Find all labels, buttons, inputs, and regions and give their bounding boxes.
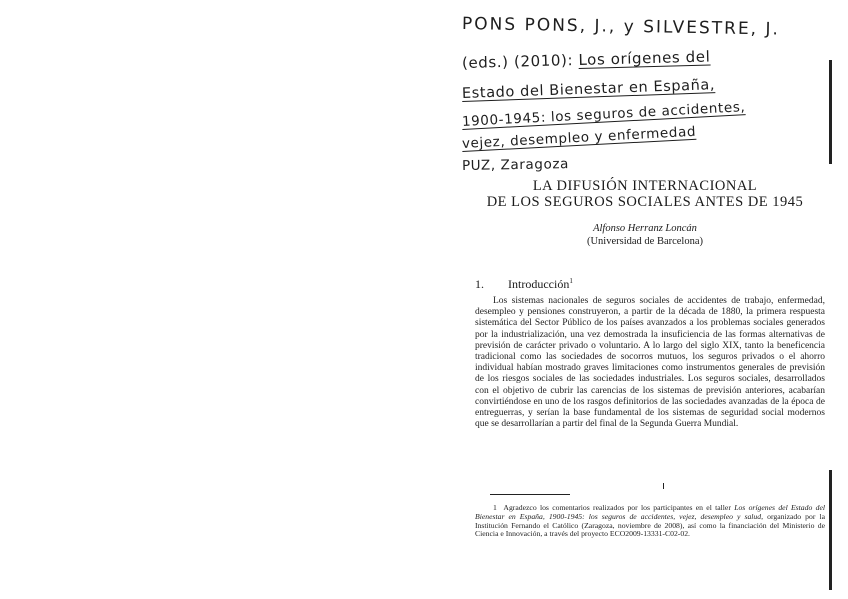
chapter-title — [465, 178, 825, 210]
handwritten-line-3 — [462, 77, 716, 102]
handwritten-line-6: PUZ, Zaragoza — [461, 156, 570, 174]
handwritten-line-4 — [462, 99, 746, 130]
binding-shadow-bottom — [829, 470, 832, 590]
chapter-title-line-1: LA DIFUSIÓN INTERNACIONAL — [532, 178, 758, 194]
footnote-text-before: Agradezco los comentarios realizados por los participantes en el taller — [503, 504, 735, 512]
page-mark — [663, 483, 664, 489]
footnote-number: 1 — [493, 504, 497, 512]
section-title: Introducción — [508, 277, 570, 291]
handwritten-line-1: PONS PONS, J., y SILVESTRE, J. — [461, 14, 781, 40]
handwritten-line-2-title: Los orígenes del — [578, 47, 711, 69]
body-paragraph: Los sistemas nacionales de seguros sociales de accidentes de trabajo, enfermedad, desempleo y pensiones construyeron, a partir de la década de 1880, la primera respuesta sistemática del Sector Público de los países avanzados a los problemas sociales generados por la industrialización, una vez demostrada la insuficiencia de las formas alternativas de previsión de carácter privado o voluntario. A lo largo del siglo XIX, tanto la beneficencia tradicional como las sociedades de socorros mutuos, los seguros privados o el ahorro individual habían mostrado graves limitaciones como instrumentos generales de previsión de los riesgos sociales de las sociedades industriales. Los seguros sociales, desarrollados con el objetivo de cubrir las carencias de los sistemas de previsión anteriores, acabarían convirtiéndose en uno de los rasgos definitorios de las sociedades avanzadas de la época de entreguerras, y serían la base fundamental de los sistemas de seguridad social modernos que se desarrollarían a partir del final de la Segunda Guerra Mundial. — [475, 296, 825, 430]
handwritten-line-4-title: 1900-1945: los seguros de accidentes, — [461, 99, 746, 130]
handwritten-line-3-title: Estado del Bienestar en España, — [461, 77, 716, 102]
section-heading — [475, 274, 573, 291]
author-affiliation: (Universidad de Barcelona) — [586, 236, 704, 247]
footnote — [475, 504, 825, 568]
handwritten-line-2-prefix: (eds.) (2010): — [461, 50, 579, 72]
footnote-separator — [490, 494, 570, 495]
handwritten-line-2 — [462, 47, 711, 71]
section-number: 1. — [475, 277, 484, 291]
handwritten-citation — [462, 8, 827, 176]
author-name: Alfonso Herranz Loncán — [593, 223, 697, 234]
footnote-italic-title: Los orígenes del Estado del Bienestar en España, 1900-1945: los seguros de accidentes, vejez, desempleo y salud — [475, 504, 825, 521]
footnote-text-after: , organizado por la Institución Fernando el Católico (Zaragoza, noviembre de 2008), así como la financiación del Ministerio de Ciencia e Innovación, a través del proyecto ECO2009-13331-C02-02. — [475, 511, 825, 539]
chapter-title-line-2: DE LOS SEGUROS SOCIALES ANTES DE 1945 — [486, 194, 804, 210]
footnote-reference: 1 — [569, 277, 573, 285]
handwritten-line-5-title: vejez, desempleo y enfermedad — [461, 123, 697, 152]
binding-shadow-top — [829, 60, 832, 164]
